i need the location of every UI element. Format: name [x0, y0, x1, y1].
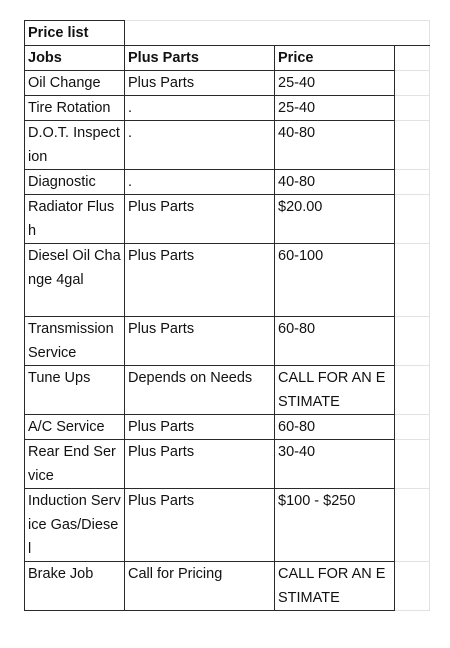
job-cell: A/C Service [25, 415, 125, 440]
title-row [25, 21, 430, 46]
parts-cell: . [125, 121, 275, 170]
price-cell: 60-80 [275, 317, 395, 366]
job-cell: D.O.T. Inspection [25, 121, 125, 170]
price-cell: 25-40 [275, 71, 395, 96]
table-row [25, 71, 430, 96]
job-cell: Tune Ups [25, 366, 125, 415]
parts-cell: Plus Parts [125, 317, 275, 366]
table-row [25, 489, 430, 562]
spacer-cell [395, 562, 430, 611]
spacer-cell [395, 366, 430, 415]
header-spacer [395, 46, 430, 71]
price-cell: 25-40 [275, 96, 395, 121]
price-cell: 30-40 [275, 440, 395, 489]
price-cell: 40-80 [275, 170, 395, 195]
job-cell: Radiator Flush [25, 195, 125, 244]
price-cell: 60-80 [275, 415, 395, 440]
table-row [25, 96, 430, 121]
price-cell: $20.00 [275, 195, 395, 244]
table-row [25, 366, 430, 415]
table-row [25, 317, 430, 366]
spacer-cell [395, 121, 430, 170]
parts-cell: Plus Parts [125, 195, 275, 244]
parts-cell: . [125, 96, 275, 121]
table-row [25, 440, 430, 489]
parts-cell: Plus Parts [125, 440, 275, 489]
parts-cell: . [125, 170, 275, 195]
job-cell: Diagnostic [25, 170, 125, 195]
price-list-title: Price list [25, 21, 125, 46]
spacer-cell [395, 170, 430, 195]
spacer-cell [395, 96, 430, 121]
spacer-cell [395, 440, 430, 489]
header-row [25, 46, 430, 71]
parts-cell: Plus Parts [125, 244, 275, 317]
spacer-cell [395, 244, 430, 317]
price-cell: 60-100 [275, 244, 395, 317]
job-cell: Rear End Service [25, 440, 125, 489]
price-cell: $100 - $250 [275, 489, 395, 562]
parts-cell: Plus Parts [125, 415, 275, 440]
table-row [25, 121, 430, 170]
spacer-cell [395, 195, 430, 244]
table-row [25, 415, 430, 440]
spacer-cell [395, 489, 430, 562]
spacer-cell [395, 415, 430, 440]
title-blank-cell [125, 21, 430, 46]
table-row [25, 244, 430, 317]
table-row [25, 170, 430, 195]
job-cell: Diesel Oil Change 4gal [25, 244, 125, 317]
parts-cell: Call for Pricing [125, 562, 275, 611]
table-row [25, 562, 430, 611]
price-table [24, 20, 430, 611]
price-list-sheet [24, 20, 429, 611]
parts-cell: Plus Parts [125, 71, 275, 96]
parts-cell: Depends on Needs [125, 366, 275, 415]
table-row [25, 195, 430, 244]
spacer-cell [395, 317, 430, 366]
job-cell: Brake Job [25, 562, 125, 611]
header-jobs: Jobs [25, 46, 125, 71]
job-cell: Tire Rotation [25, 96, 125, 121]
header-price: Price [275, 46, 395, 71]
header-plus-parts: Plus Parts [125, 46, 275, 71]
parts-cell: Plus Parts [125, 489, 275, 562]
spacer-cell [395, 71, 430, 96]
price-cell: 40-80 [275, 121, 395, 170]
price-cell: CALL FOR AN ESTIMATE [275, 366, 395, 415]
job-cell: Induction Service Gas/Diesel [25, 489, 125, 562]
job-cell: Transmission Service [25, 317, 125, 366]
price-cell: CALL FOR AN ESTIMATE [275, 562, 395, 611]
job-cell: Oil Change [25, 71, 125, 96]
